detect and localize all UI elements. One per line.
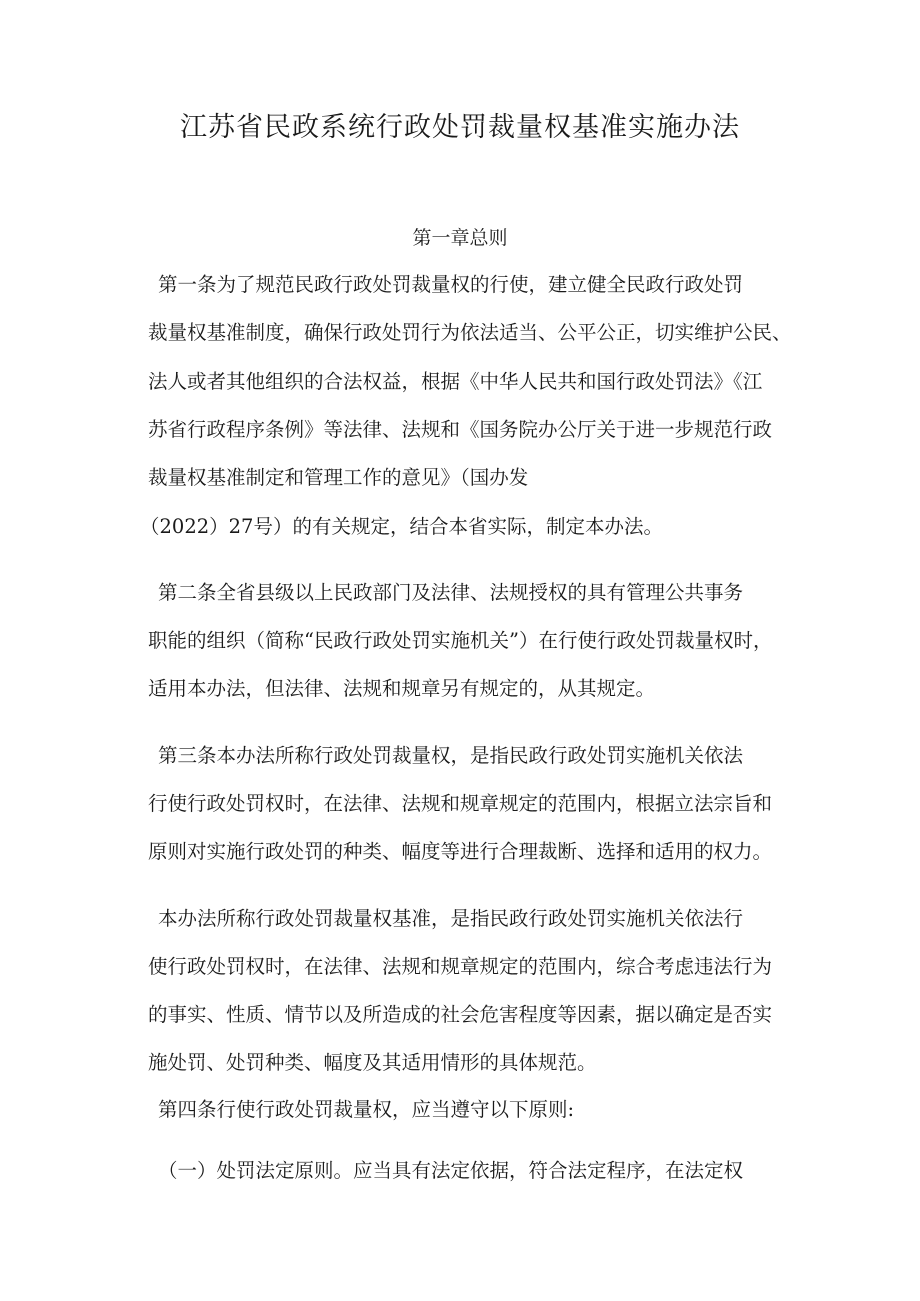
article4-item1-line: （一）处罚法定原则。应当具有法定依据，符合法定程序，在法定权 bbox=[158, 1159, 744, 1182]
article3-line: 行使行政处罚权时，在法律、法规和规章规定的范围内，根据立法宗旨和 bbox=[148, 792, 773, 815]
article1-line: 苏省行政程序条例》等法律、法规和《国务院办公厅关于进一步规范行政 bbox=[148, 418, 773, 441]
article1-line: 第一条为了规范民政行政处罚裁量权的行使，建立健全民政行政处罚 bbox=[158, 273, 744, 296]
article3-para2-line: 施处罚、处罚种类、幅度及其适用情形的具体规范。 bbox=[148, 1051, 597, 1074]
chapter-heading: 第一章总则 bbox=[412, 227, 508, 249]
article1-line: 法人或者其他组织的合法权益，根据《中华人民共和国行政处罚法》《江 bbox=[148, 370, 763, 393]
article2-line: 职能的组织（简称“民政行政处罚实施机关”）在行使行政处罚裁量权时， bbox=[148, 629, 773, 652]
article3-para2-line: 的事实、性质、情节以及所造成的社会危害程度等因素，据以确定是否实 bbox=[148, 1003, 773, 1026]
article3-para2-line: 本办法所称行政处罚裁量权基准，是指民政行政处罚实施机关依法行 bbox=[158, 907, 744, 930]
document-title: 江苏省民政系统行政处罚裁量权基准实施办法 bbox=[180, 112, 740, 143]
article3-line: 第三条本办法所称行政处罚裁量权，是指民政行政处罚实施机关依法 bbox=[158, 744, 744, 767]
article2-line: 适用本办法，但法律、法规和规章另有规定的，从其规定。 bbox=[148, 677, 656, 700]
article3-para2-line: 使行政处罚权时，在法律、法规和规章规定的范围内，综合考虑违法行为 bbox=[148, 955, 773, 978]
article1-line: 裁量权基准制度，确保行政处罚行为依法适当、公平公正，切实维护公民、 bbox=[148, 321, 792, 344]
article4-line: 第四条行使行政处罚裁量权，应当遵守以下原则: bbox=[158, 1098, 575, 1121]
article1-line: 裁量权基准制定和管理工作的意见》（国办发 bbox=[148, 466, 529, 489]
article1-line: （2022）27号）的有关规定，结合本省实际，制定本办法。 bbox=[140, 515, 663, 538]
article3-line: 原则对实施行政处罚的种类、幅度等进行合理裁断、选择和适用的权力。 bbox=[148, 840, 773, 863]
article2-line: 第二条全省县级以上民政部门及法律、法规授权的具有管理公共事务 bbox=[158, 581, 744, 604]
